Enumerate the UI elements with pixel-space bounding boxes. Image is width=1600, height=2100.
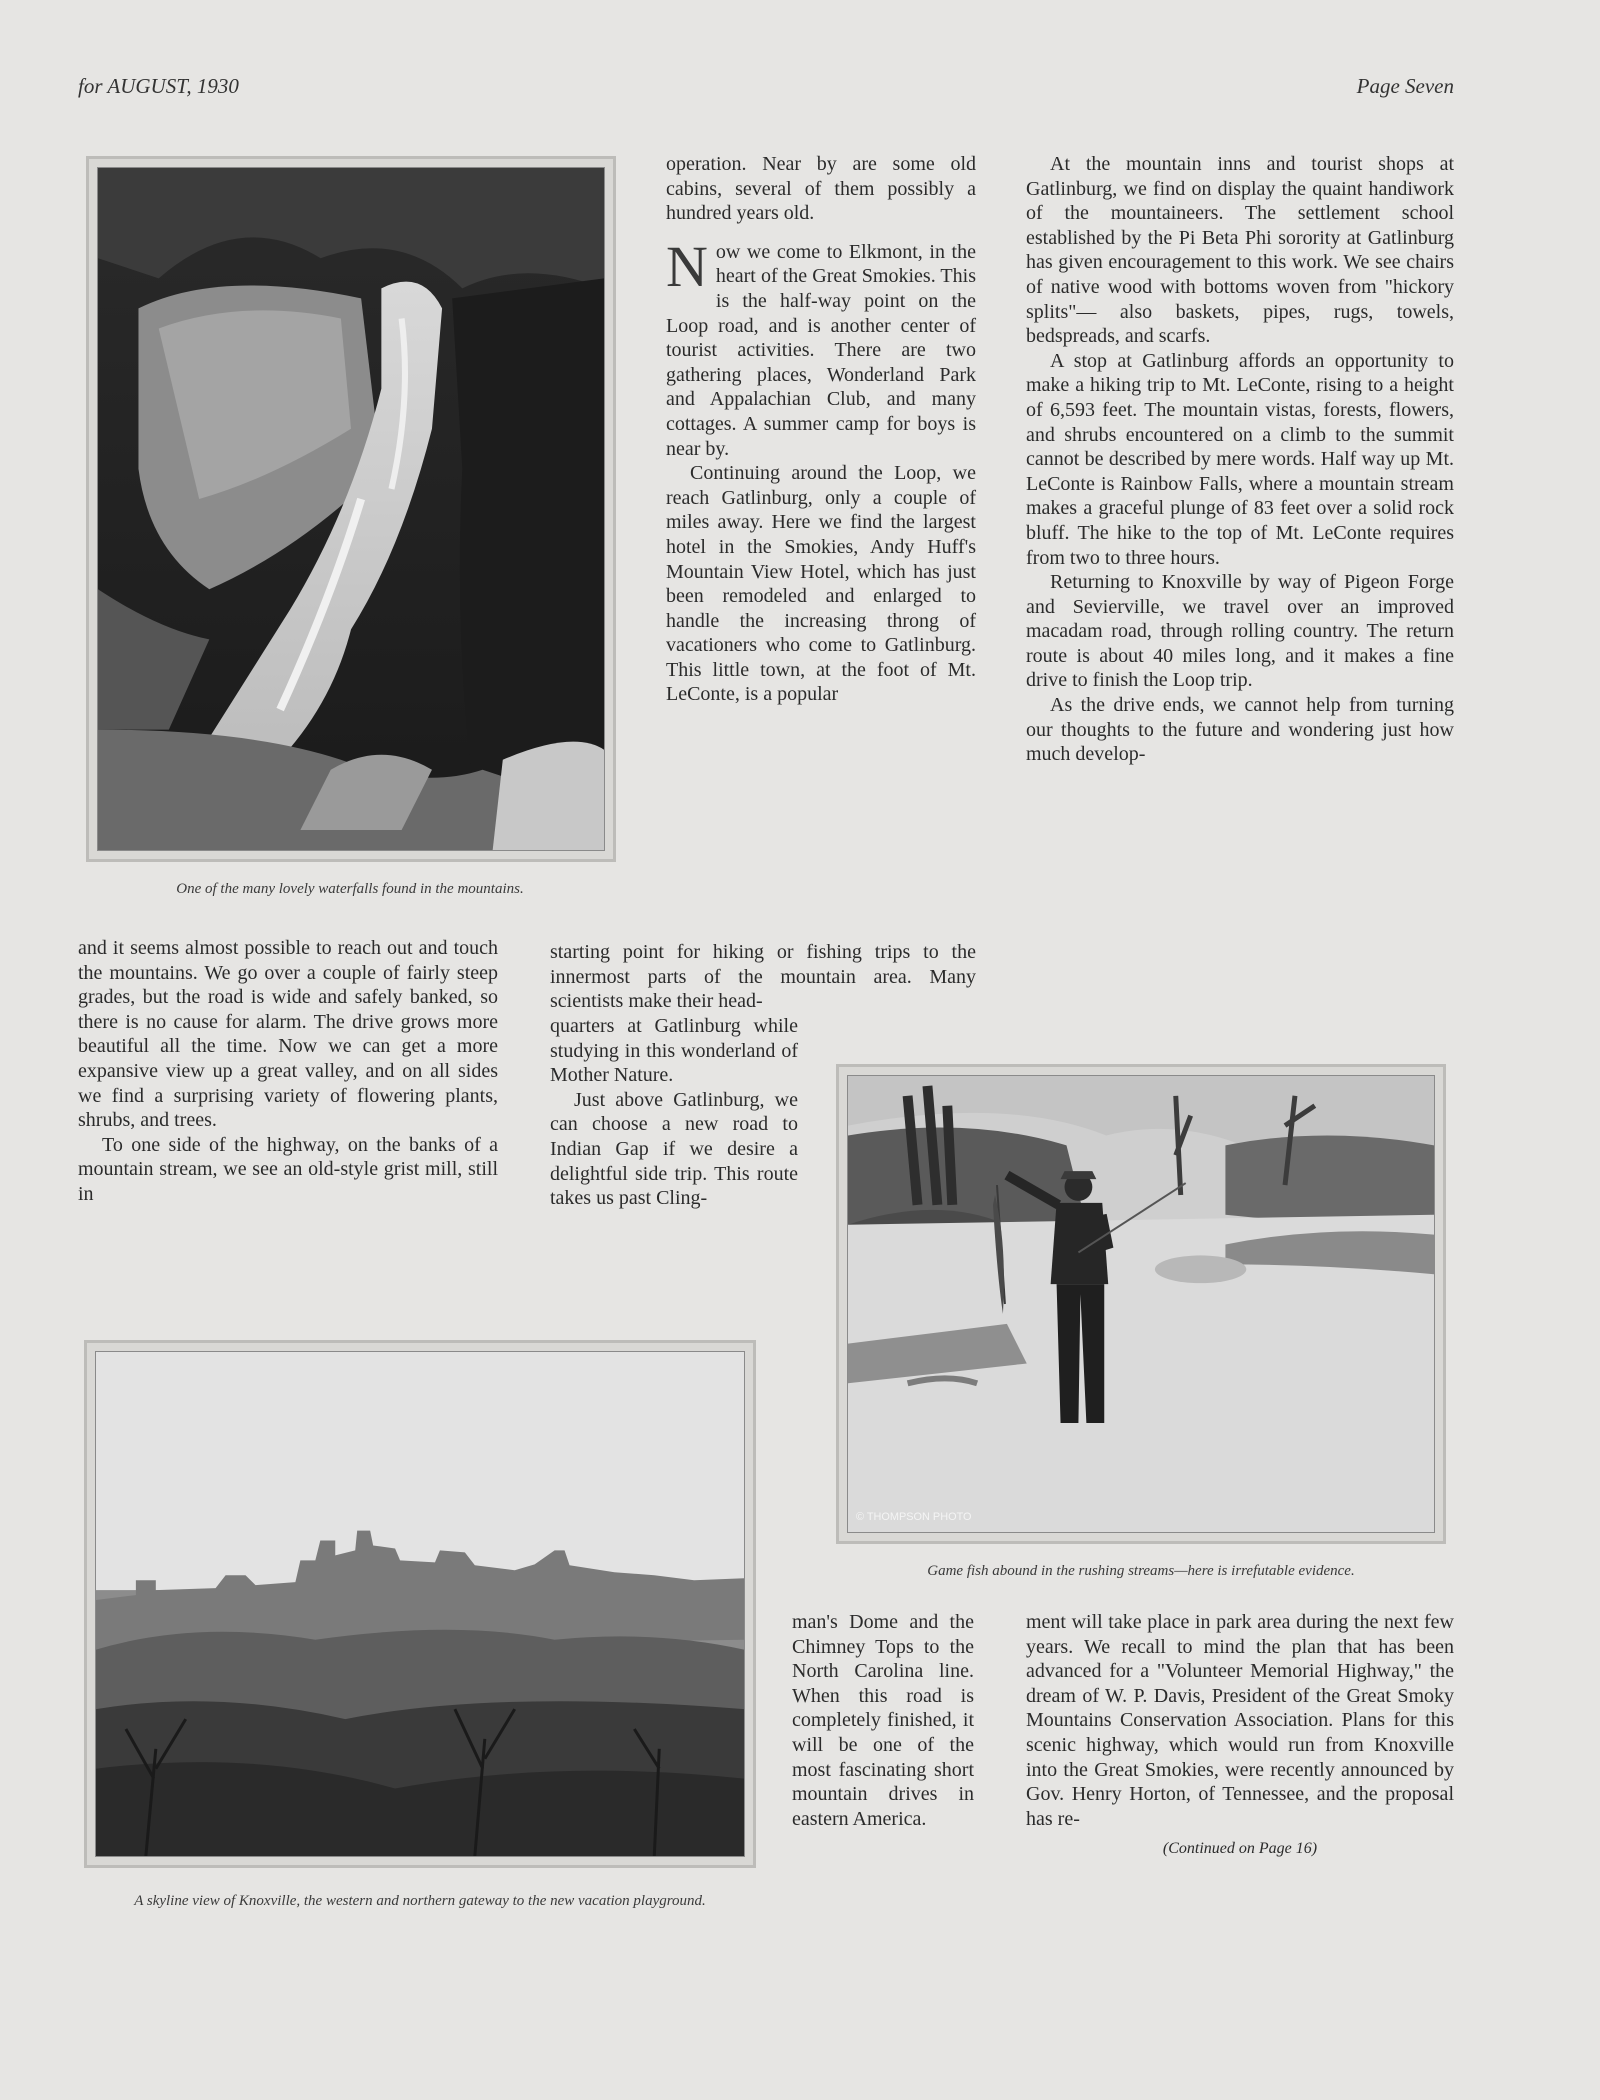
paragraph: Just above Gatlinburg, we can choose a new road to Indian Gap if we desire a delightful side trip. This route takes us past Cling- [550, 1088, 798, 1210]
paragraph: Returning to Knoxville by way of Pigeon Forge and Sevierville, we travel over an improved macadam road, through rolling country. The return route is about 40 miles long, and it makes a fine drive to finish the Loop trip. [1026, 571, 1454, 692]
waterfall-photo [86, 156, 616, 862]
paragraph: and it seems almost possible to reach out and touch the mountains. We go over a couple of fairly steep grades, but the road is wide and safely banked, so there is no cause for alarm. The drive grows more beautiful all the time. Now we can get a more expansive view up a great valley, and on all sides we find a surprising variety of flowering plants, shrubs, and trees. [78, 937, 498, 1132]
article-column-2-wide [550, 940, 976, 1014]
paragraph: man's Dome and the Chimney Tops to the North Carolina line. When this road is completely finished, it will be one of the most fascinating short mountain drives in eastern America. [792, 1611, 974, 1830]
paragraph-text: ow we come to Elkmont, in the heart of the Great Smokies. This is the half-way point on the Loop road, and is another center of tourist activities. There are two gathering places, Wonderland Park and Appalachian Club, and many cottages. A summer camp for boys is near by. [666, 240, 976, 460]
drop-cap: N [666, 233, 708, 299]
article-column-2-top [666, 152, 976, 707]
paragraph: Continuing around the Loop, we reach Gatlinburg, only a couple of miles away. Here we find the largest hotel in the Smokies, Andy Huff's Mountain View Hotel, which has just been remodeled and enlarged to handle the increasing throng of vacationers who come to Gatlinburg. This little town, at the foot of Mt. LeConte, is a popular [666, 462, 976, 706]
paragraph: starting point for hiking or fishing trips to the innermost parts of the mountain area. Many scientists make their head- [550, 941, 976, 1013]
paragraph: A stop at Gatlinburg affords an opportunity to make a hiking trip to Mt. LeConte, rising to a height of 6,593 feet. The mountain vistas, forests, flowers, and shrubs encountered on a climb to the summit cannot be described by mere words. Half way up Mt. LeConte is Rainbow Falls, where a mountain stream makes a graceful plunge of 83 feet over a solid rock bluff. The hike to the top of Mt. LeConte requires from two to three hours. [1026, 349, 1454, 569]
skyline-photo [84, 1340, 756, 1868]
continued-note: (Continued on Page 16) [1162, 1840, 1318, 1858]
paragraph: ment will take place in park area during the next few years. We recall to mind the plan that has been advanced for a "Volunteer Memorial Highway," the dream of W. P. Davis, President of the Great Smoky Mountains Conservation Association. Plans for this scenic highway, which would run from Knoxville into the Great Smokies, were recently announced by Gov. Henry Horton, of Tennessee, and the proposal has re- [1026, 1611, 1454, 1830]
fisherman-photo [836, 1064, 1446, 1544]
article-column-3-top [1026, 152, 1454, 767]
running-header-date: for AUGUST, 1930 [78, 74, 239, 98]
article-column-2-bottom [792, 1610, 974, 1831]
paragraph: quarters at Gatlinburg while studying in this wonderland of Mother Nature. [550, 1015, 798, 1087]
page-number: Page Seven [1356, 74, 1454, 98]
photo-credit: © THOMPSON PHOTO [855, 1511, 972, 1524]
paragraph-elkmont [666, 233, 976, 461]
skyline-caption: A skyline view of Knoxville, the western and northern gateway to the new vacation playground. [134, 1893, 706, 1909]
waterfall-caption: One of the many lovely waterfalls found in the mountains. [176, 881, 524, 897]
article-column-1 [78, 936, 498, 1207]
paragraph: At the mountain inns and tourist shops at Gatlinburg, we find on display the quaint handiwork of the mountaineers. The settlement school established by the Pi Beta Phi sorority at Gatlinburg has given encouragement to this work. We see chairs of native wood with bottoms woven from "hickory splits"— also baskets, pipes, rugs, towels, bedspreads, and scarfs. [1026, 153, 1454, 348]
fisherman-caption: Game fish abound in the rushing streams—here is irrefutable evidence. [927, 1563, 1355, 1579]
article-column-2-middle [550, 1014, 798, 1211]
paragraph: operation. Near by are some old cabins, several of them possibly a hundred years old. [666, 153, 976, 225]
paragraph: To one side of the highway, on the banks of a mountain stream, we see an old-style grist mill, still in [78, 1133, 498, 1205]
article-column-3-bottom [1026, 1610, 1454, 1862]
paragraph: As the drive ends, we cannot help from turning our thoughts to the future and wondering just how much develop- [1026, 694, 1454, 766]
